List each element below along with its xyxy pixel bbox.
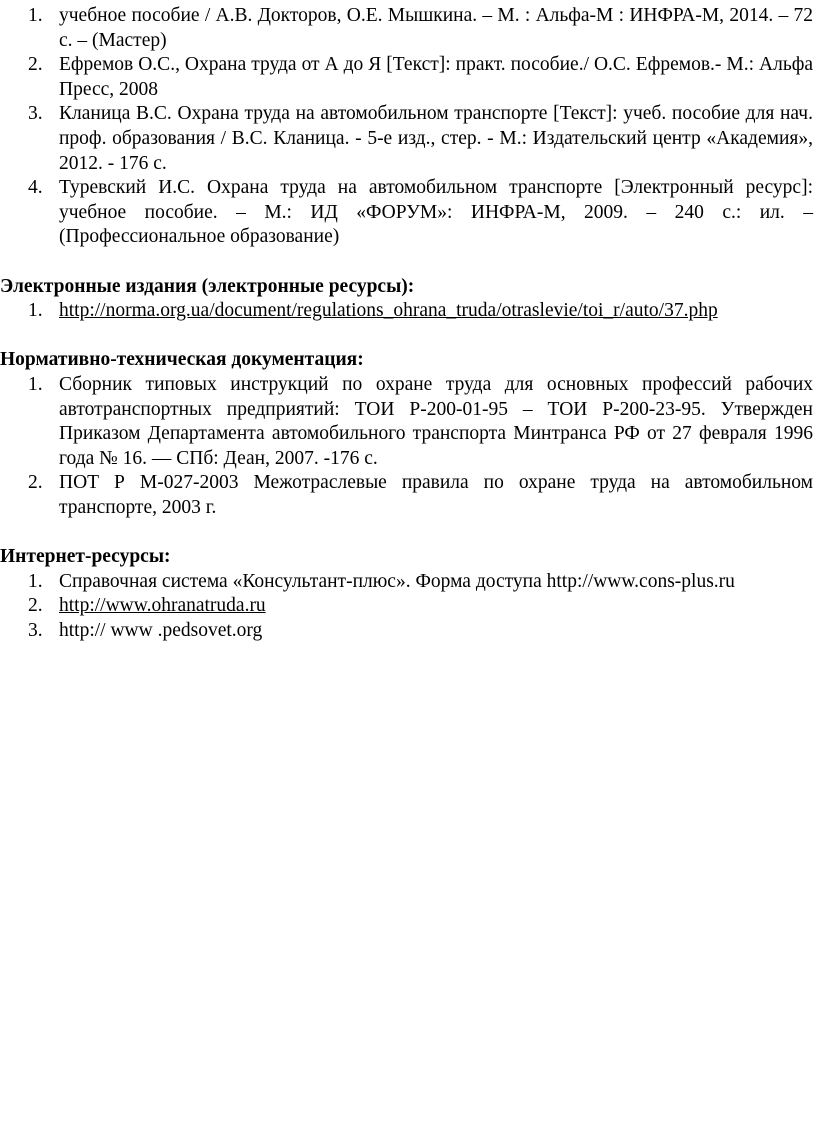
internet-text: Справочная система «Консультант-плюс». Форма доступа http://www.cons-plus.ru bbox=[59, 570, 735, 592]
normative-text: Сборник типовых инструкций по охране труда для основных профессий рабочих автотранспортных предприятий: ТОИ Р-200-01-95 – ТОИ Р-200-23-95. Утвержден Приказом Департамента автомобильного транспорта Минтранса РФ от 27 февраля 1996 года № 16. — СПб: Деан, 2007. -176 с. bbox=[59, 373, 813, 469]
normative-text: ПОТ Р М-027-2003 Межотраслевые правила по охране труда на автомобильном транспорте, 2003 г. bbox=[59, 472, 813, 518]
list-item bbox=[0, 471, 813, 520]
reference-text: Ефремов О.С., Охрана труда от А до Я [Текст]: практ. пособие./ О.С. Ефремов.- М.: Альфа Пресс, 2008 bbox=[59, 54, 813, 100]
reference-text: Туревский И.С. Охрана труда на автомобильном транспорте [Электронный ресурс]: учебное пособие. – М.: ИД «ФОРУМ»: ИНФРА-М, 2009. – 240 с.: ил. – (Профессиональное образование) bbox=[59, 177, 813, 248]
list-item bbox=[0, 102, 813, 176]
list-number: 1. bbox=[28, 570, 43, 592]
normative-list bbox=[0, 373, 813, 521]
internet-section-title: Интернет-ресурсы: bbox=[0, 546, 171, 568]
list-item bbox=[0, 570, 813, 595]
spacer bbox=[0, 250, 813, 275]
list-number: 4. bbox=[28, 177, 43, 199]
list-item bbox=[0, 176, 813, 250]
list-number: 1. bbox=[28, 373, 43, 395]
list-item bbox=[0, 4, 813, 53]
list-item bbox=[0, 373, 813, 471]
electronic-section-title: Электронные издания (электронные ресурсы): bbox=[0, 275, 415, 297]
list-number: 1. bbox=[28, 5, 43, 26]
list-item bbox=[0, 299, 813, 324]
reference-list bbox=[0, 4, 813, 250]
list-number: 3. bbox=[28, 103, 43, 125]
internet-list bbox=[0, 570, 813, 644]
spacer bbox=[0, 520, 813, 545]
list-number: 3. bbox=[28, 619, 43, 641]
list-item bbox=[0, 594, 813, 619]
list-item bbox=[0, 53, 813, 102]
list-item bbox=[0, 619, 813, 644]
normative-section-title: Нормативно-техническая документация: bbox=[0, 349, 364, 371]
spacer bbox=[0, 324, 813, 349]
reference-text: Кланица В.С. Охрана труда на автомобильном транспорте [Текст]: учеб. пособие для нач. проф. образования / В.С. Кланица. - 5-е изд., стер. - М.: Издательский центр «Академия», 2012. - 176 с. bbox=[59, 103, 813, 174]
norma-link[interactable]: http://norma.org.ua/document/regulations_ohrana_truda/otraslevie/toi_r/auto/37.php bbox=[59, 300, 718, 322]
ohranatruda-link[interactable]: http://www.ohranatruda.ru bbox=[59, 595, 266, 617]
list-number: 2. bbox=[28, 595, 43, 617]
list-number: 1. bbox=[28, 300, 43, 322]
list-number: 2. bbox=[28, 472, 43, 494]
internet-text: http:// www .pedsovet.org bbox=[59, 619, 263, 641]
reference-text: учебное пособие / А.В. Докторов, О.Е. Мышкина. – М. : Альфа-М : ИНФРА-М, 2014. – 72 с. – (Мастер) bbox=[59, 5, 813, 51]
electronic-list bbox=[0, 299, 813, 324]
list-number: 2. bbox=[28, 54, 43, 76]
